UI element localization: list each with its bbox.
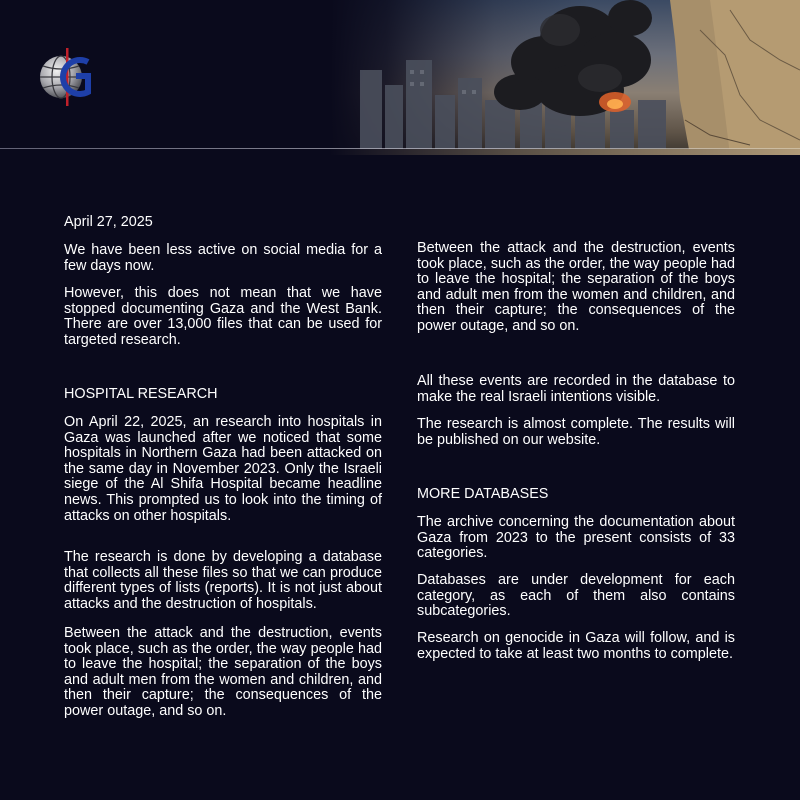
archive-paragraph: The archive concerning the documentation about Gaza from 2023 to the present consists of 33 categories. (417, 514, 735, 562)
hospital-paragraph-2: The research is done by developing a database that collects all these files so that we can produce different types of lists (reports). It is not just about attacks and the destruction of hospitals. (64, 549, 382, 612)
section-heading-hospital-research: HOSPITAL RESEARCH (64, 386, 218, 402)
genocide-research-paragraph: Research on genocide in Gaza will follow, and is expected to take at least two months to complete. (417, 630, 735, 662)
databases-development-paragraph: Databases are under development for each category, as each of them also contains subcategories. (417, 572, 735, 620)
globe-g-logo-icon (36, 46, 92, 108)
header-banner (0, 0, 800, 155)
article-date: April 27, 2025 (64, 214, 153, 230)
banner-photo (330, 0, 800, 155)
events-paragraph: Between the attack and the destruction, events took place, such as the order, the way people had to leave the hospital; the separation of the boys and adult men from the women and children, and then their capture; the consequences of the power outage, and so on. (417, 240, 735, 334)
almost-complete-paragraph: The research is almost complete. The results will be published on our website. (417, 416, 735, 448)
hospital-paragraph-3: Between the attack and the destruction, events took place, such as the order, the way people had to leave the hospital; the separation of the boys and adult men from the women and children, and then their capture; the consequences of the power outage, and so on. (64, 625, 382, 719)
hospital-paragraph-1: On April 22, 2025, an research into hospitals in Gaza was launched after we noticed that some hospitals in Northern Gaza had been attacked on the same day in November 2023. Only the Israeli siege of the Al Shifa Hospital became headline news. This prompted us to look into the timing of attacks on other hospitals. (64, 414, 382, 524)
banner-bottom-strip (330, 149, 800, 155)
intro-paragraph-2: However, this does not mean that we have stopped documenting Gaza and the West Bank. There are over 13,000 files that can be used for targeted research. (64, 285, 382, 348)
recorded-paragraph: All these events are recorded in the database to make the real Israeli intentions visible. (417, 373, 735, 405)
section-heading-more-databases: MORE DATABASES (417, 486, 549, 502)
intro-paragraph-1: We have been less active on social media for a few days now. (64, 242, 382, 274)
